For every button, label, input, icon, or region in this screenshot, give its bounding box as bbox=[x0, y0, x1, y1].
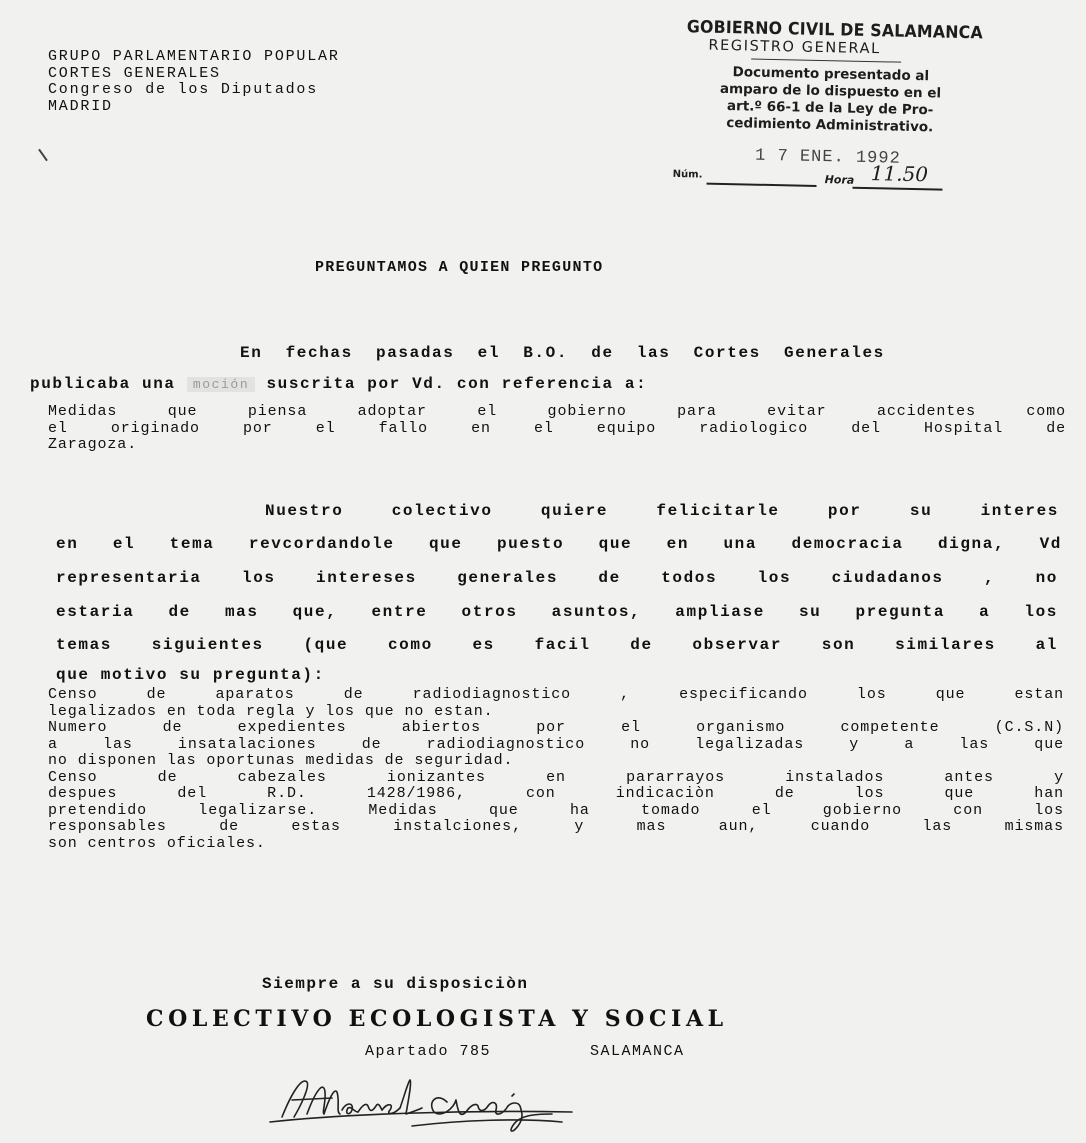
sender-line-1: GRUPO PARLAMENTARIO POPULAR bbox=[48, 48, 340, 65]
handwritten-signature bbox=[262, 1062, 582, 1142]
stamp-legal-text bbox=[680, 63, 981, 137]
city: SALAMANCA bbox=[590, 1043, 685, 1060]
stamp-text-1: Documento presentado al bbox=[732, 64, 930, 85]
sender-address bbox=[48, 49, 340, 115]
margin-mark bbox=[38, 149, 48, 162]
intro-text-2b: suscrita por Vd. con referencia a: bbox=[266, 375, 648, 393]
intro-line-1 bbox=[240, 344, 885, 362]
list-line-3: Numero de expedientes abiertos por el organismo competente (C.S.N) bbox=[48, 719, 1064, 736]
po-box: Apartado 785 bbox=[365, 1043, 492, 1060]
list-line-10: son centros oficiales. bbox=[48, 834, 266, 852]
stamp-hora-line bbox=[852, 187, 942, 191]
page-title: PREGUNTAMOS A QUIEN PREGUNTO bbox=[315, 259, 604, 276]
body-line-4: estaria de mas que, entre otros asuntos, ampliase su pregunta a los bbox=[56, 603, 1058, 621]
intro-crossed-word: moción bbox=[187, 377, 255, 392]
registry-stamp bbox=[648, 16, 992, 213]
stamp-divider bbox=[751, 59, 901, 63]
stamp-office: GOBIERNO CIVIL DE SALAMANCA bbox=[686, 17, 984, 44]
list-line-1: Censo de aparatos de radiodiagnostico , especificando los que estan bbox=[48, 686, 1064, 703]
list-line-9: responsables de estas instalciones, y mas aun, cuando las mismas bbox=[48, 818, 1064, 835]
body-line-1: Nuestro colectivo quiere felicitarle por su interes bbox=[265, 502, 1059, 520]
request-list bbox=[48, 687, 1064, 852]
stamp-num-line bbox=[707, 183, 817, 187]
stamp-text-4: cedimiento Administrativo. bbox=[726, 115, 934, 136]
sender-line-3: Congreso de los Diputados bbox=[48, 81, 319, 98]
body-line-2: en el tema revcordandole que puesto que en una democracia digna, Vd bbox=[56, 535, 1062, 553]
sender-line-4: MADRID bbox=[48, 97, 113, 115]
list-line-2: legalizados en toda regla y los que no estan. bbox=[48, 702, 494, 720]
intro-text-1: En fechas pasadas el B.O. de las Cortes Generales bbox=[240, 344, 885, 362]
intro-line-2 bbox=[30, 375, 647, 393]
reference-line-3: Zaragoza. bbox=[48, 436, 138, 453]
stamp-hora-value: 11.50 bbox=[870, 161, 929, 187]
list-line-8: pretendido legalizarse. Medidas que ha tomado el gobierno con los bbox=[48, 801, 1064, 819]
list-line-6: Censo de cabezales ionizantes en pararrayos instalados antes y bbox=[48, 768, 1064, 786]
stamp-text-2: amparo de lo dispuesto en el bbox=[719, 80, 942, 102]
reference-block bbox=[48, 404, 1066, 454]
intro-text-2a: publicaba una bbox=[30, 375, 176, 393]
stamp-registry: REGISTRO GENERAL bbox=[708, 37, 881, 58]
list-line-7: despues del R.D. 1428/1986, con indicaciòn de los que han bbox=[48, 785, 1064, 802]
list-line-5: no disponen las oportunas medidas de seguridad. bbox=[48, 752, 514, 769]
stamp-hora-label: Hora bbox=[824, 173, 855, 187]
stamp-text-3: art.º 66-1 de la Ley de Pro- bbox=[726, 98, 934, 119]
closing-greeting: Siempre a su disposiciòn bbox=[262, 975, 529, 993]
body-line-5: temas siguientes (que como es facil de observar son similares al bbox=[56, 636, 1058, 654]
sender-line-2: CORTES GENERALES bbox=[48, 64, 221, 82]
reference-line-2: el originado por el fallo en el equipo radiologico del Hospital de bbox=[48, 419, 1066, 437]
list-line-4: a las insatalaciones de radiodiagnostico no legalizadas y a las que bbox=[48, 735, 1064, 753]
reference-line-1: Medidas que piensa adoptar el gobierno para evitar accidentes como bbox=[48, 403, 1066, 420]
stamp-num-label: Núm. bbox=[672, 168, 703, 181]
body-line-6: que motivo su pregunta): bbox=[56, 666, 325, 684]
stamp-date: 1 7 ENE. 1992 bbox=[754, 146, 901, 169]
body-line-3: representaria los intereses generales de todos los ciudadanos , no bbox=[56, 569, 1058, 587]
organization-name: COLECTIVO ECOLOGISTA Y SOCIAL bbox=[146, 1006, 728, 1032]
